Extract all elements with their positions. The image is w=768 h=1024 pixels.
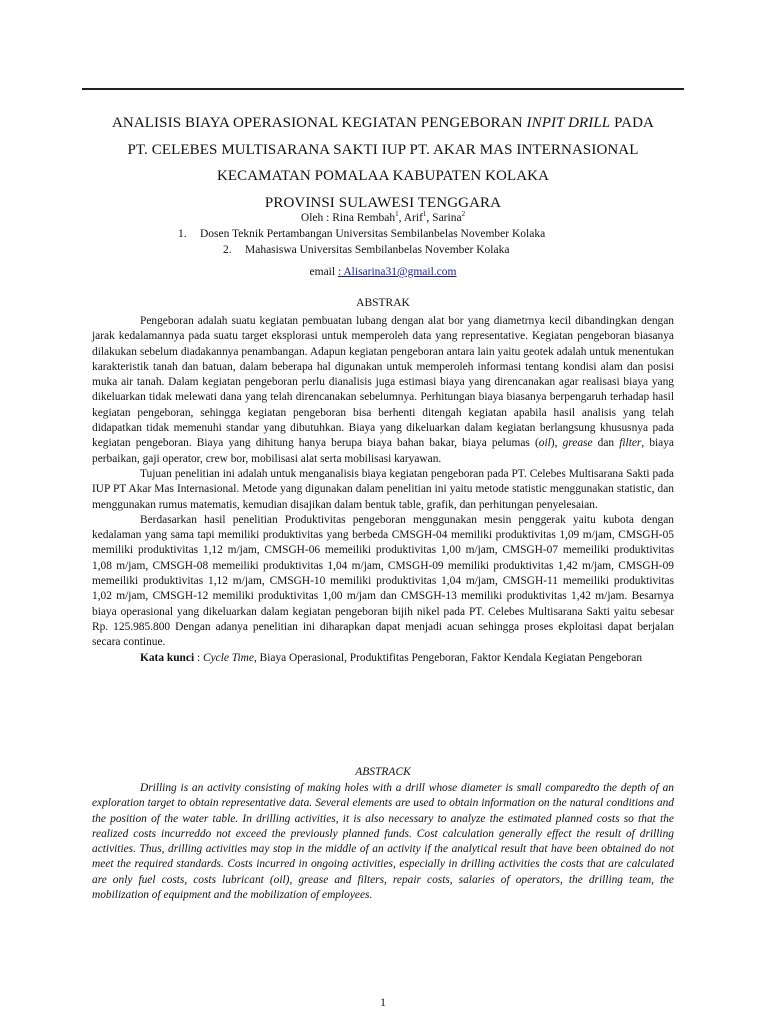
- italic-oil: oil: [538, 437, 551, 450]
- abstract-heading: ABSTRACK: [355, 766, 411, 778]
- paper-title: [82, 110, 684, 216]
- abstract-body: [92, 781, 674, 903]
- keywords-list: , Biaya Operasional, Produktifitas Pengeboran, Faktor Kendala Kegiatan Pengeboran: [253, 651, 643, 664]
- abstract-paragraph-1: Drilling is an activity consisting of making holes with a drill whose diameter is small comparedto the depth of an exploration target to obtain representative data. Several elements are used to obtain information on the natural conditions and the position of the water table. In drilling activities, it is also necessary to analyze the estimated planned costs so that the realized costs incurreddo not exceed the previously planned funds. Cost calculation generally effect the result of drilling activities. Thus, drilling activities may stop in the middle of an activity if the analytical result that have been obtained do not meet the required standards. Costs incurred in ongoing activities, especially in drilling activities the costs that are calculated are only fuel costs, costs lubricant (oil), grease and filters, repair costs, salaries of operators, the drilling team, the mobilization of equipment and the mobilization of employees.: [92, 782, 674, 902]
- affiliation-text: Dosen Teknik Pertambangan Universitas Sembilanbelas November Kolaka: [200, 228, 546, 240]
- abstrak-paragraph-3: Berdasarkan hasil penelitian Produktivitas pengeboran menggunakan mesin penggerak yaitu kubota dengan kedalaman yang sama tapi memiliki produktivitas yang berbeda CMSGH-04 memiliki produktivitas 1,09 m/jam, CMSGH-05 memiliki produktivitas 1,12 m/jam, CMSGH-06 memeiliki produktivitas 1,00 m/jam, CMSGH-07 memeiliki produktivitas 1,08 m/jam, CMSGH-08 memeiliki produktivitas 1,04 m/jam, CMSGH-09 memiliki produktivitas 1,42 m/jam, CMSGH-09 memeiliki produktivitas 1,12 m/jam, CMSGH-10 memiliki produktivitas 1,04 m/jam, CMSGH-11 memeiliki produktivitas 1,02 m/jam, CMSGH-12 memiliki produktivitas 1,00 m/jam dan CMSGH-13 memiliki produktivitas 1,42 m/jam. Besarnya biaya operasional yang dikeluarkan dalam kegiatan pengeboran bijih nikel pada PT. Celebes Multisarana Sakti yaitu sebesar Rp. 125.985.800 Dengan adanya penelitian ini diharapkan dapat menjadi acuan sehingga proses ekploitasi dapat berjalan secara continue.: [92, 513, 674, 649]
- title-line-2: PT. CELEBES MULTISARANA SAKTI IUP PT. AKAR MAS INTERNASIONAL: [127, 141, 639, 158]
- italic-grease: grease: [562, 437, 593, 450]
- affiliation-number: 2.: [223, 244, 232, 256]
- author-line: [82, 207, 684, 225]
- author-2-sup: 1: [422, 210, 427, 218]
- title-line-4: PROVINSI SULAWESI TENGGARA: [264, 194, 502, 211]
- email-line: [82, 265, 684, 279]
- title-line-3: KECAMATAN POMALAA KABUPATEN KOLAKA: [216, 168, 550, 184]
- title-line-1-end: PADA: [610, 115, 654, 131]
- abstrak-p1-text-d: , biaya perbaikan, gaji operator, crew bor, mobilisasi alat serta mobilisasi karyawan.: [92, 437, 674, 465]
- keywords-label: Kata kunci: [140, 651, 195, 664]
- title-italic-term: INPIT DRILL: [526, 115, 611, 131]
- page-number: 1: [380, 995, 386, 1009]
- author-1-sup: 1: [395, 210, 399, 218]
- abstrak-p1-text-b: ),: [550, 437, 563, 450]
- abstrak-body: [92, 314, 674, 666]
- affiliation-text: Mahasiswa Universitas Sembilanbelas November Kolaka: [245, 244, 510, 256]
- author-2: , Arif: [398, 211, 423, 224]
- affiliations-list: [178, 226, 618, 258]
- title-line-1: [82, 110, 684, 137]
- author-3-sup: 2: [461, 210, 466, 218]
- affiliation-number: 1.: [178, 228, 187, 240]
- email-label: email: [309, 266, 338, 278]
- affiliation-item: [178, 242, 618, 258]
- author-3: , Sarina: [426, 211, 462, 224]
- author-1: Oleh : Rina Rembah: [300, 211, 396, 224]
- title-line-1-start: ANALISIS BIAYA OPERASIONAL KEGIATAN PENGEBORAN: [112, 115, 527, 131]
- keyword-italic: Cycle Time: [203, 651, 254, 664]
- abstrak-p1-text-c: dan: [592, 437, 620, 450]
- abstrak-p1-text: Pengeboran adalah suatu kegiatan pembuatan lubang dengan alat bor yang diametrnya kecil dibandingkan dengan jarak kedalamannya pada suatu target eksplorasi untuk memperoleh data yang representative. Kegiatan pengeboran biasanya dilakukan sebelum diadakannya penambangan. Adapun kegiatan pengeboran antara lain yaitu geotek adalah untuk menentukan karakteristik tanah dan batuan, dalam beberapa hal digunakan untuk memperoleh informasi tentang kondisi alam dan posisi muka air tanah. Dalam kegiatan pengeboran perlu dianalisis juga estimasi biaya yang direncanakan agar realisasi biaya yang dikeluarkan tidak melewati dana yang telah direncanakan sebelumnya. Perhitungan biaya biasanya berpengaruh terhadap hasil kegiatan pengeboran, sehingga kegiatan pengeboran bisa berhenti ditengah kegiatan apabila hasil analisis yang telah didapatkan tidak memenuhi standar yang dibutuhkan. Biaya yang dikeluarkan dalam kegiatan berlangsung khususnya pada kegiatan pengeboran. Biaya yang dihitung hanya berupa biaya bahan bakar, biaya pelumas (: [92, 315, 674, 450]
- abstrak-paragraph-2: Tujuan penelitian ini adalah untuk menganalisis biaya kegiatan pengeboran pada PT. Celebes Multisarana Sakti pada IUP PT Akar Mas Internasional. Metode yang digunakan dalam penelitian ini yaitu metode statistic menggunakan statistic, dan menggunakan rumus matematis, kemudian disajikan dalam bentuk table, grafik, dan perhitungan penyelesaian.: [92, 467, 674, 511]
- keywords-line: [92, 651, 674, 666]
- email-link[interactable]: : Alisarina31@gmail.com: [337, 266, 457, 278]
- header-rule: [82, 88, 684, 90]
- abstrak-paragraph-1: [92, 314, 674, 467]
- keywords-separator: :: [194, 651, 203, 664]
- abstrak-heading: ABSTRAK: [356, 297, 410, 309]
- affiliation-item: [178, 226, 618, 242]
- italic-filter: filter: [619, 437, 642, 450]
